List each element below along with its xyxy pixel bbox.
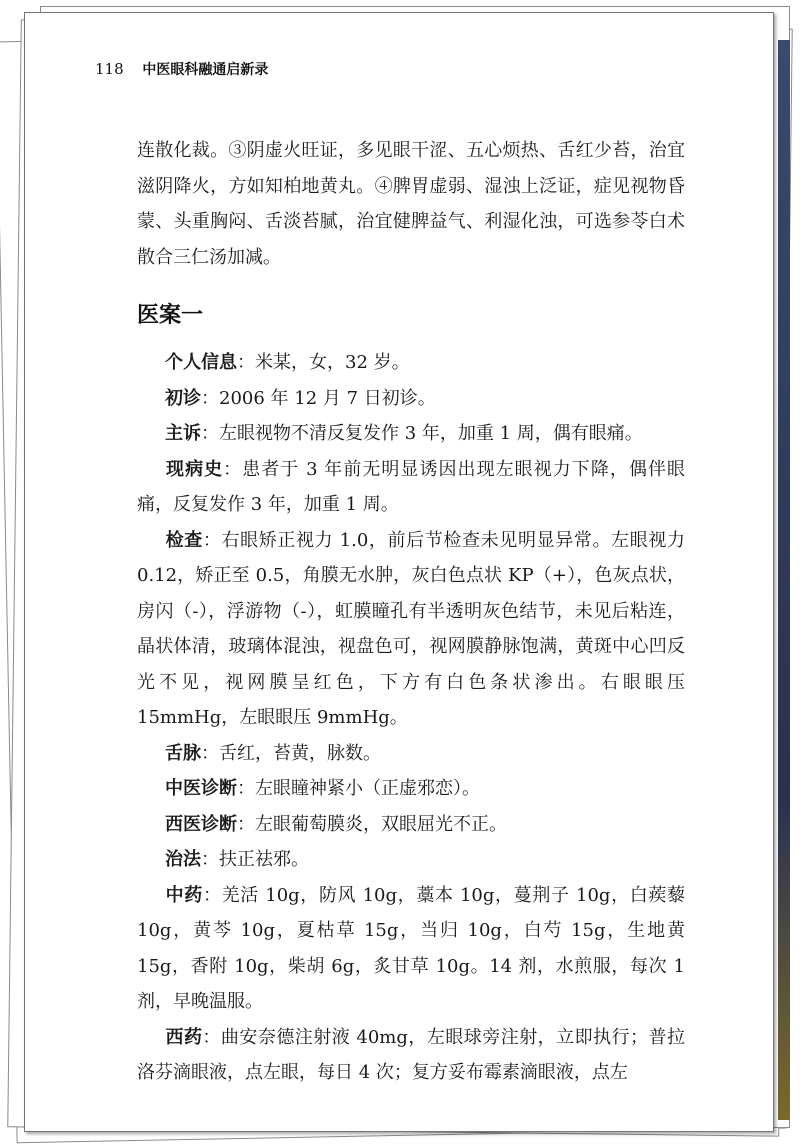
item-text: ：左眼葡萄膜炎，双眼屈光不正。: [237, 813, 507, 835]
item-text: ：患者于 3 年前无明显诱因出现左眼视力下降，偶伴眼痛，反复发作 3 年，加重 1 周。: [137, 458, 685, 515]
book-spine-edge: [778, 40, 790, 1120]
page-body: [137, 133, 685, 1091]
item-label: 西医诊断: [165, 813, 237, 835]
item-text: ：米某，女，32 岁。: [237, 352, 410, 373]
item-label: 个人信息: [165, 352, 237, 373]
item-text: ：舌红，苔黄，脉数。: [201, 742, 381, 764]
case-item-western-diagnosis: [137, 807, 685, 843]
case-item-tongue-pulse: [137, 736, 685, 772]
case-item-tcm-diagnosis: [137, 771, 685, 807]
item-label: 主诉: [165, 423, 201, 444]
item-label: 西药: [165, 1026, 203, 1048]
page-number: 118: [95, 60, 124, 78]
item-text: ：左眼瞳神紧小（正虚邪恋）。: [237, 778, 480, 799]
item-label: 中医诊断: [165, 778, 237, 799]
book-page: [24, 12, 774, 1132]
item-text: ：扶正祛邪。: [201, 849, 309, 870]
item-text: ：右眼矫正视力 1.0，前后节检查未见明显异常。左眼视力 0.12，矫正至 0.5，角膜无水肿，灰白色点状 KP（+），色灰点状，房闪（-），浮游物（-），虹膜瞳孔有半透明灰色结节，未见后粘连，晶状体清，玻璃体混浊，视盘色可，视网膜静脉饱满，黄斑中心凹反光不见，视网膜呈红色，下方有白色条状渗出。右眼眼压 15mmHg，左眼眼压 9mmHg。: [137, 529, 685, 728]
item-label: 舌脉: [165, 742, 201, 764]
item-label: 中药: [165, 884, 203, 906]
case-item-present-history: [137, 452, 685, 523]
item-label: 初诊: [165, 387, 201, 409]
case-item-first-visit: [137, 381, 685, 417]
case-item-examination: [137, 523, 685, 736]
intro-paragraph: 连散化裁。③阴虚火旺证，多见眼干涩、五心烦热、舌红少苔，治宜滋阴降火，方如知柏地黄丸。④脾胃虚弱、湿浊上泛证，症见视物昏蒙、头重胸闷、舌淡苔腻，治宜健脾益气、利湿化浊，可选参苓白术散合三仁汤加减。: [137, 140, 685, 268]
item-label: 检查: [165, 529, 203, 551]
section-title: 医案一: [137, 303, 204, 328]
case-item-personal-info: [137, 345, 685, 381]
item-text: ：左眼视物不清反复发作 3 年，加重 1 周，偶有眼痛。: [201, 423, 643, 444]
case-item-treatment-method: [137, 842, 685, 878]
item-text: ：2006 年 12 月 7 日初诊。: [201, 387, 436, 409]
item-label: 现病史: [165, 458, 224, 480]
case-item-chinese-medicine: [137, 878, 685, 1020]
case-item-chief-complaint: [137, 416, 685, 452]
item-text: ：曲安奈德注射液 40mg，左眼球旁注射，立即执行；普拉洛芬滴眼液，点左眼，每日 4 次；复方妥布霉素滴眼液，点左: [137, 1026, 685, 1083]
running-header: [95, 59, 268, 79]
item-label: 治法: [165, 849, 201, 870]
case-items: [137, 345, 685, 1091]
case-item-western-medicine: [137, 1020, 685, 1091]
item-text: ：羌活 10g，防风 10g，藁本 10g，蔓荆子 10g，白蒺藜 10g，黄芩 10g，夏枯草 15g，当归 10g，白芍 15g，生地黄 15g，香附 10g，柴胡 6g，炙甘草 10g。14 剂，水煎服，每次 1 剂，早晚温服。: [137, 884, 686, 1012]
book-title: 中医眼科融通启新录: [142, 62, 269, 78]
